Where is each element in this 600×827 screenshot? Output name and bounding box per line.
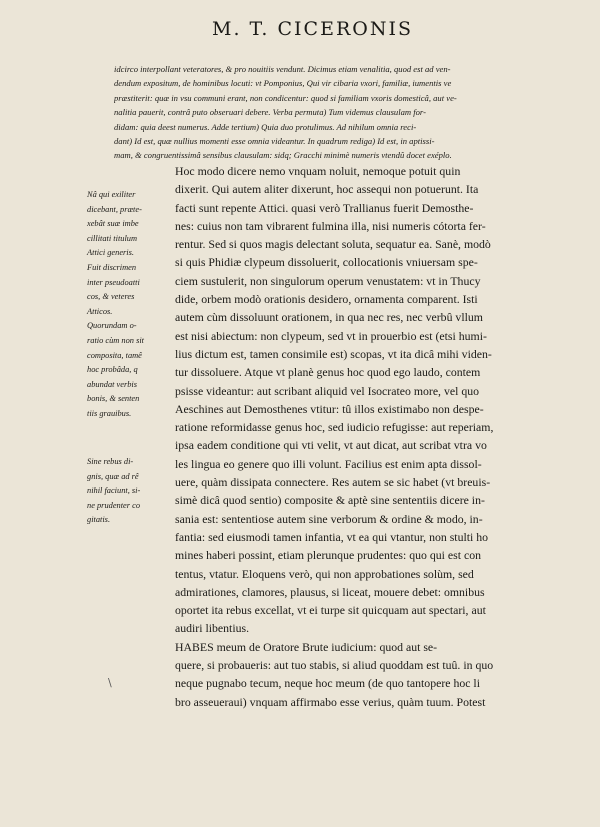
margin-note-line: tiis grauibus.	[87, 408, 132, 418]
margin-note-line: abundat verbis	[87, 379, 138, 389]
margin-note-line: dicebant, præte-	[87, 204, 142, 214]
text-line: ipsa eadem conditione qui vti velit, vt aut dicat, aut scribat vtra vo	[175, 438, 487, 453]
stray-mark: \	[108, 676, 112, 689]
margin-note-line: Attici generis.	[87, 248, 134, 258]
text-line: oportet ita rebus excellat, vt ei turpe sit quicquam aut spectari, aut	[175, 603, 486, 618]
commentary-line: didam: quia deest numerus. Adde tertium) Quia duo protulimus. Ad nihilum omnia reci-	[114, 121, 417, 132]
text-line: ciem sustulerit, non singulorum operum venustatem: vt in Thucy	[175, 273, 481, 288]
margin-note-line: xebât suæ imbe	[87, 219, 139, 229]
text-line: admirationes, clamores, plausus, si liceat, mouere debet: omnibus	[175, 584, 485, 599]
text-line: tentus, vtatur. Eloquens verò, qui non approbationes solùm, sed	[175, 566, 474, 581]
margin-note-line: Sine rebus di-	[87, 457, 134, 466]
text-line: facti sunt repente Attici. quasi verò Trallianus fuerit Demosthe-	[175, 200, 474, 215]
text-line: Aeschines aut Demosthenes vtitur: tû illos existimabo non despe-	[175, 401, 484, 416]
margin-note-line: Nâ qui exiliter	[87, 190, 136, 199]
text-line: uere, quàm dissipata connectere. Res autem se sic habet (vt breuis-	[175, 475, 491, 490]
commentary-block	[114, 62, 570, 163]
margin-note-line: Atticos.	[87, 306, 113, 316]
text-line: ratione reformidasse genus hoc, sed iudicio refugisse: aut reperiam,	[175, 420, 494, 435]
text-line: nes: cuius non tam vibrarent fulmina illa, nisi numeris cótorta fer-	[175, 218, 486, 233]
commentary-line: dendum expositum, de hominibus locuti: vt Pomponius, Qui vir cibaria vxori, familiæ, iumentis ve	[114, 78, 452, 89]
text-line: fantia: sed eiusmodi tamen infantia, vt ea qui vtantur, non stulti ho	[175, 529, 489, 544]
margin-note-line: cillitati titulum	[87, 233, 138, 243]
margin-note-line: ratio cùm non sit	[87, 335, 144, 345]
text-line: lius dictum est, tamen consimile est) scopas, vt ita dicâ mihi viden-	[175, 346, 492, 361]
margin-note-line: ne prudenter co	[87, 500, 141, 510]
text-line: audiri libentius.	[175, 621, 250, 636]
text-line: dide, orbem modò orationis desidero, ornamenta comparent. Isti	[175, 292, 478, 307]
margin-note-line: inter pseudoatti	[87, 277, 140, 287]
text-line: psisse videantur: aut scribant aliquid vel Isocrateo more, vel quo	[175, 383, 480, 398]
text-line: autem cùm dissoluunt orationem, in qua nec res, nec verbû vllum	[175, 310, 483, 325]
text-line: HABES meum de Oratore Brute iudicium: quod aut se-	[175, 639, 438, 654]
margin-note-line: nihil faciunt, si-	[87, 486, 141, 496]
margin-note-line: Quorundam o-	[87, 321, 137, 331]
margin-note-line: Fuit discrimen	[87, 262, 137, 272]
margin-note-line: bonis, & senten	[87, 394, 140, 404]
text-line: bro asseueraui) vnquam affirmabo esse verius, quàm tuum. Potest	[175, 694, 486, 709]
commentary-line: idcirco interpollant veteratores, & pro nouitiis vendunt. Dicimus etiam venalitia, quod est ad ven-	[114, 64, 451, 74]
text-line: est nisi abiectum: non clypeum, sed vt in prouerbio est (etsi humi-	[175, 328, 487, 343]
running-header: M. T. CICERONIS	[212, 18, 413, 40]
margin-note-line: hoc probâda, q	[87, 365, 138, 375]
text-line: les lingua eo genere quo illi volunt. Facilius est enim apta dissol-	[175, 456, 482, 471]
commentary-line: mam, & congruentissimâ sensibus clausulam: sidq; Gracchi minimè numeris vtendû docet exéplo.	[114, 150, 452, 161]
text-line: quere, si probaueris: aut tuo stabis, si aliud quoddam est tuû. in quo	[175, 658, 494, 673]
text-line: mines haberi possint, etiam plerunque prudentes: quo qui est con	[175, 548, 481, 563]
text-line: rentur. Sed si quos magis delectant soluta, sequatur ea. Sanè, modò	[175, 237, 491, 252]
text-line: simè dicâ quod sentio) composite & aptè sine sententiis dicere in-	[175, 493, 485, 508]
margin-note-1	[87, 188, 175, 422]
text-line: tur dissoluere. Atque vt planè genus hoc quod ego laudo, contem	[175, 365, 481, 380]
commentary-line: dant) Id est, quæ nullius momenti esse omnia videantur. In quadrum rediga) Id est, in aptissi-	[114, 136, 435, 147]
margin-note-line: gnis, quæ ad rê	[87, 471, 139, 481]
text-line: Hoc modo dicere nemo vnquam noluit, nemoque potuit quin	[175, 164, 461, 178]
text-line: dixerit. Qui autem aliter dixerunt, hoc assequi non potuerunt. Ita	[175, 182, 479, 197]
commentary-line: nalitia pauerit, contrâ puto obseruari debere. Verba permuta) Tum videmus clausulam for-	[114, 107, 426, 118]
commentary-line: præstiterit: quæ in vsu communi erant, non condicentur: quod si familiam vxoris domesticâ, aut ve-	[114, 92, 457, 103]
text-line: si quis Phidiæ clypeum dissoluerit, collocationis vniuersam spe-	[175, 255, 478, 270]
margin-note-line: composita, tamê	[87, 350, 142, 360]
main-text	[175, 162, 573, 711]
text-line: sania est: sententiose autem sine verborum & ordine & modo, in-	[175, 511, 483, 526]
margin-note-line: gitatis.	[87, 515, 111, 525]
margin-note-2	[87, 455, 175, 528]
margin-note-line: cos, & veteres	[87, 292, 135, 302]
text-line: neque pugnabo tecum, neque hoc meum (de quo tantopere hoc li	[175, 676, 480, 691]
